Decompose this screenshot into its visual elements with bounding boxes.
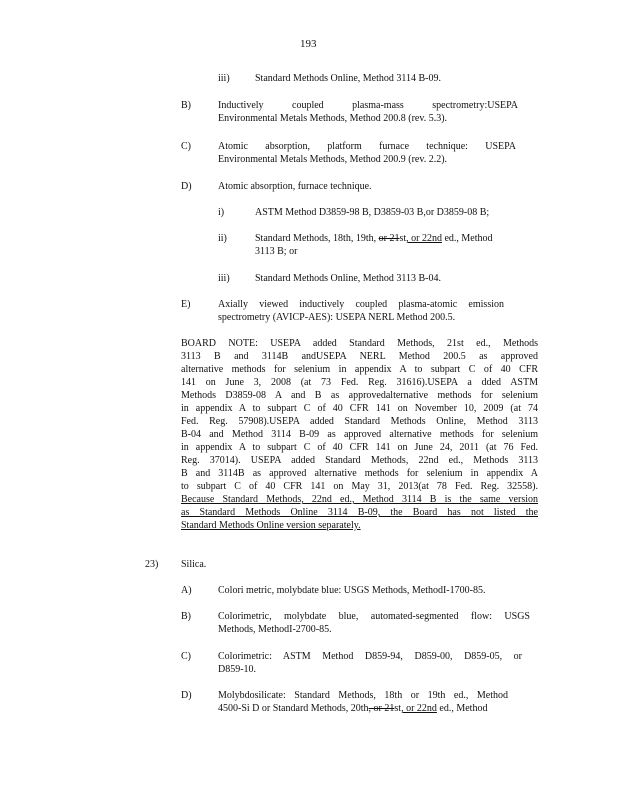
item-label: D) — [181, 181, 192, 192]
item-label: C) — [181, 651, 191, 662]
page-number: 193 — [300, 38, 317, 50]
item-label: ii) — [218, 233, 227, 244]
item-text: Atomic absorption, platform furnace technique: USEPA Environmental Metals Methods, Method 200.9 (rev. 2.2). — [218, 141, 516, 165]
board-note-underlined: Standard Methods Online version separately. — [181, 520, 361, 531]
item-label: A) — [181, 585, 192, 596]
item-text: Standard Methods Online, Method 3113 B-04. — [255, 273, 442, 284]
item-label: D) — [181, 690, 192, 701]
item-text: Standard Methods Online, Method 3114 B-09. — [255, 73, 442, 84]
section-title: Silica. — [181, 559, 207, 570]
item-label: i) — [218, 207, 225, 218]
item-text: Colorimetric: ASTM Method D859-94, D859-00, D859-05, or D859-10. — [218, 651, 522, 675]
item-text: Inductively coupled plasma-mass spectrometry:USEPA Environmental Metals Methods, Method 200.8 (rev. 5.3). — [218, 100, 518, 124]
board-note-underlined: Because Standard Methods, 22nd ed., Method 3114 B is the same version — [181, 494, 538, 505]
item-label: B) — [181, 100, 191, 111]
item-label: iii) — [218, 273, 230, 284]
item-text: Axially viewed inductively coupled plasma-atomic emission spectrometry (AVICP-AES): USEPA NERL Method 200.5. — [218, 299, 504, 323]
item-label: iii) — [218, 73, 230, 84]
item-text: Molybdosilicate: Standard Methods, 18th or 19th ed., Method 4500-Si D or Standard Methods, 20th, or 21st, or 22nd ed., Method — [218, 690, 508, 714]
item-text: Standard Methods, 18th, 19th, or 21st, or 22nd ed., Method 3113 B; or — [255, 233, 493, 257]
item-text: ASTM Method D3859-98 B, D3859-03 B,or D3859-08 B; — [255, 207, 490, 218]
item-text: Colori metric, molybdate blue: USGS Methods, MethodI-1700-85. — [218, 585, 486, 596]
item-label: B) — [181, 611, 191, 622]
section-number: 23) — [145, 559, 159, 570]
item-text: Atomic absorption, furnace technique. — [218, 181, 372, 192]
board-note: BOARD NOTE: USEPA added Standard Methods, 21st ed., Methods 3113 B and 3114B andUSEPA NERL Method 200.5 as approved alternative methods for selenium in appendix A to subpart C of 40 CFR 141 on June 3, 2008 (at 73 Fed. Reg. 31616).USEPA a dded ASTM Methods D3859-08 A and B as approvedalternative methods for selenium in appendix A to subpart C of 40 CFR 141 on November 10, 2009 (at 74 Fed. Reg. 57908).USEPA added Standard Methods Online, Method 3113 B-04 and Method 3114 B-09 as approved alternative methods for selenium in appendix A to subpart C of 40 CFR 141 on June 24, 2011 (at 76 Fed. Reg. 37014). USEPA added Standard Methods, 22nd ed., Methods 3113 B and 3114B as approved alternative methods for selenium in appendix A to subpart C of 40 CFR 141 on May 31, 2013(at 78 Fed. Reg. 32558). Because Standard Methods, 22nd ed., Method 3114 B is the same version as Standard Methods Online 3114 B-09, the Board has not listed the Standard Methods Online version separately. — [181, 338, 538, 531]
item-label: C) — [181, 141, 191, 152]
item-text: Colorimetric, molybdate blue, automated-segmented flow: USGS Methods, MethodI-2700-85. — [218, 611, 530, 635]
board-note-underlined: as Standard Methods Online 3114 B-09, the Board has not listed the — [181, 507, 538, 518]
item-label: E) — [181, 299, 191, 310]
